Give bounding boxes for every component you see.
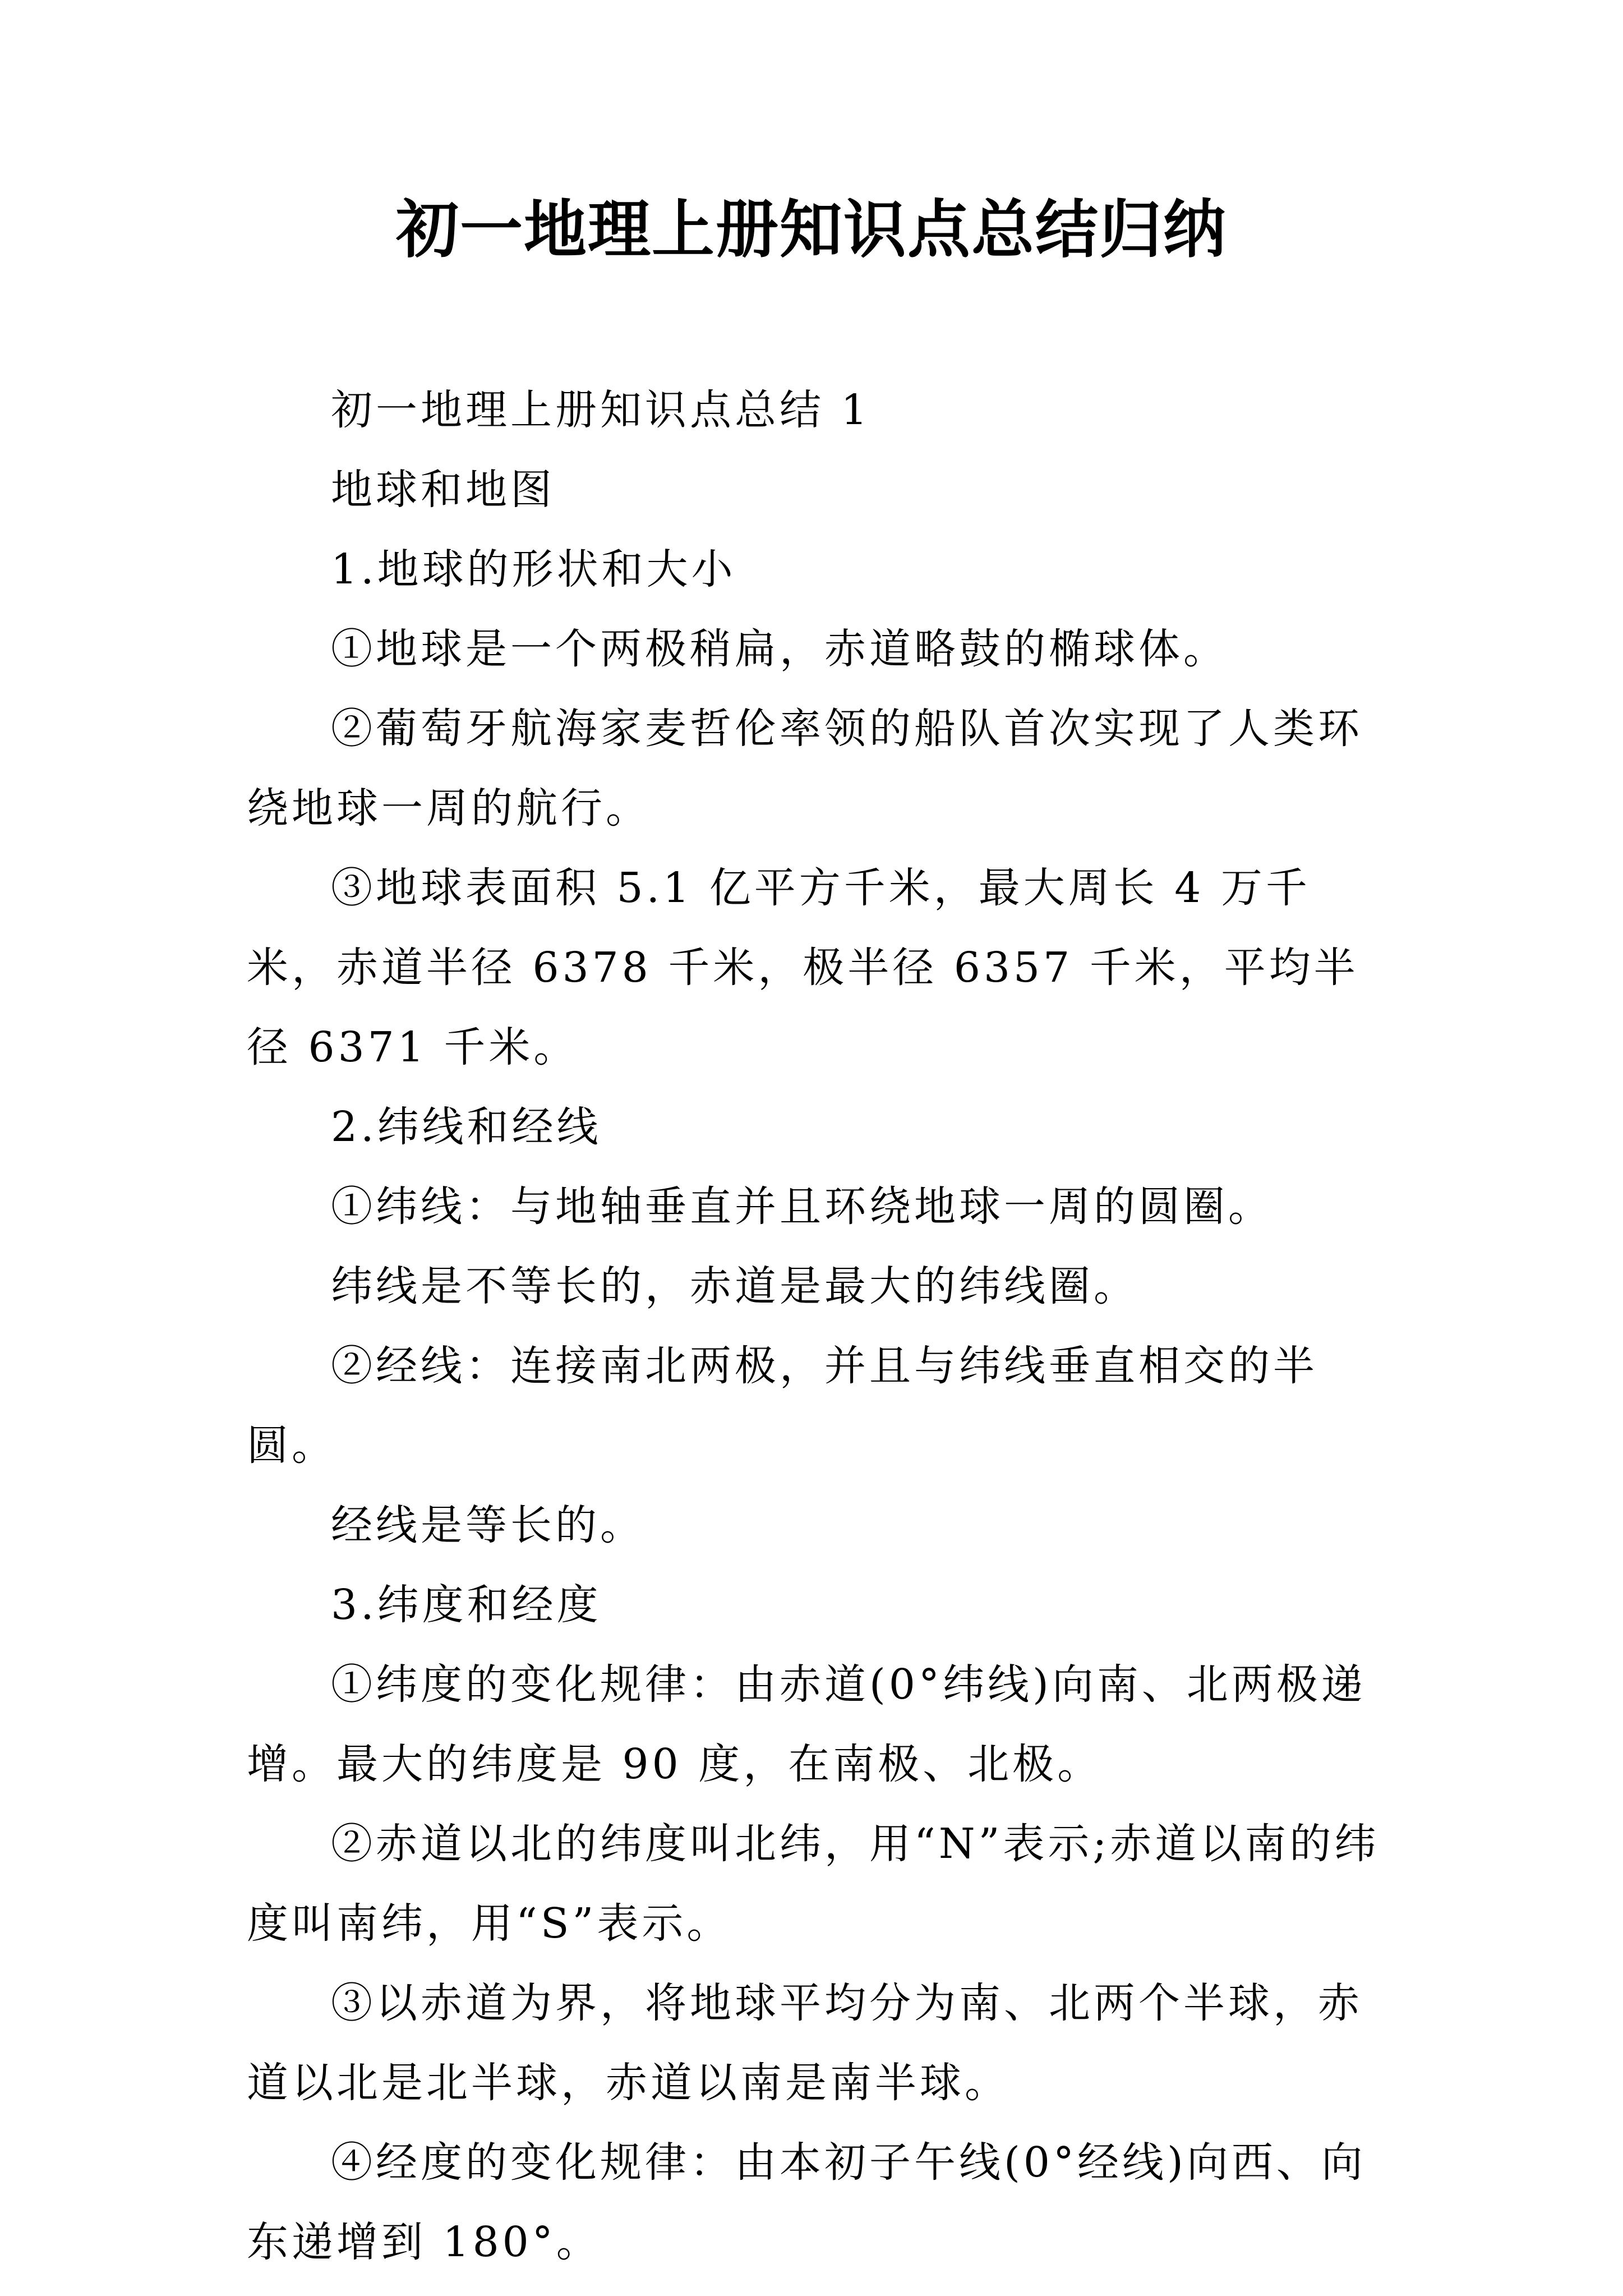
paragraph: ①地球是一个两极稍扁，赤道略鼓的椭球体。 [331,625,1228,673]
paragraph: ③地球表面积 5.1 亿平方千米，最大周长 4 万千米，赤道半径 6378 千米，极半径 6357 千米，平均半径 6371 千米。 [247,864,1359,1071]
document-body [247,370,1391,2282]
paragraph: ②葡萄牙航海家麦哲伦率领的船队首次实现了人类环绕地球一周的航行。 [247,705,1363,832]
document-title: 初一地理上册知识点总结归纳 [396,193,1227,266]
paragraph: ③以赤道为界，将地球平均分为南、北两个半球，赤道以北是北半球，赤道以南是南半球。 [247,1979,1363,2107]
subheading: 3.纬度和经度 [331,1581,602,1629]
paragraph: ②赤道以北的纬度叫北纬，用“N”表示;赤道以南的纬度叫南纬，用“S”表示。 [247,1820,1380,1948]
paragraph: 纬线是不等长的，赤道是最大的纬线圈。 [331,1262,1138,1310]
subheading: 2.纬线和经线 [331,1103,602,1151]
paragraph: ④经度的变化规律：由本初子午线(0°经线)向西、向东递增到 180°。 [247,2138,1366,2266]
paragraph: ①纬度的变化规律：由赤道(0°纬线)向南、北两极递增。最大的纬度是 90 度，在南极、北极。 [247,1660,1366,1788]
subheading: 1.地球的形状和大小 [331,545,736,593]
section-heading: 初一地理上册知识点总结 1 [331,386,871,434]
chapter-heading: 地球和地图 [331,466,555,514]
paragraph: ②经线：连接南北两极，并且与纬线垂直相交的半圆。 [247,1342,1318,1470]
paragraph: 经线是等长的。 [331,1501,645,1549]
paragraph: ①纬线：与地轴垂直并且环绕地球一周的圆圈。 [331,1182,1273,1231]
